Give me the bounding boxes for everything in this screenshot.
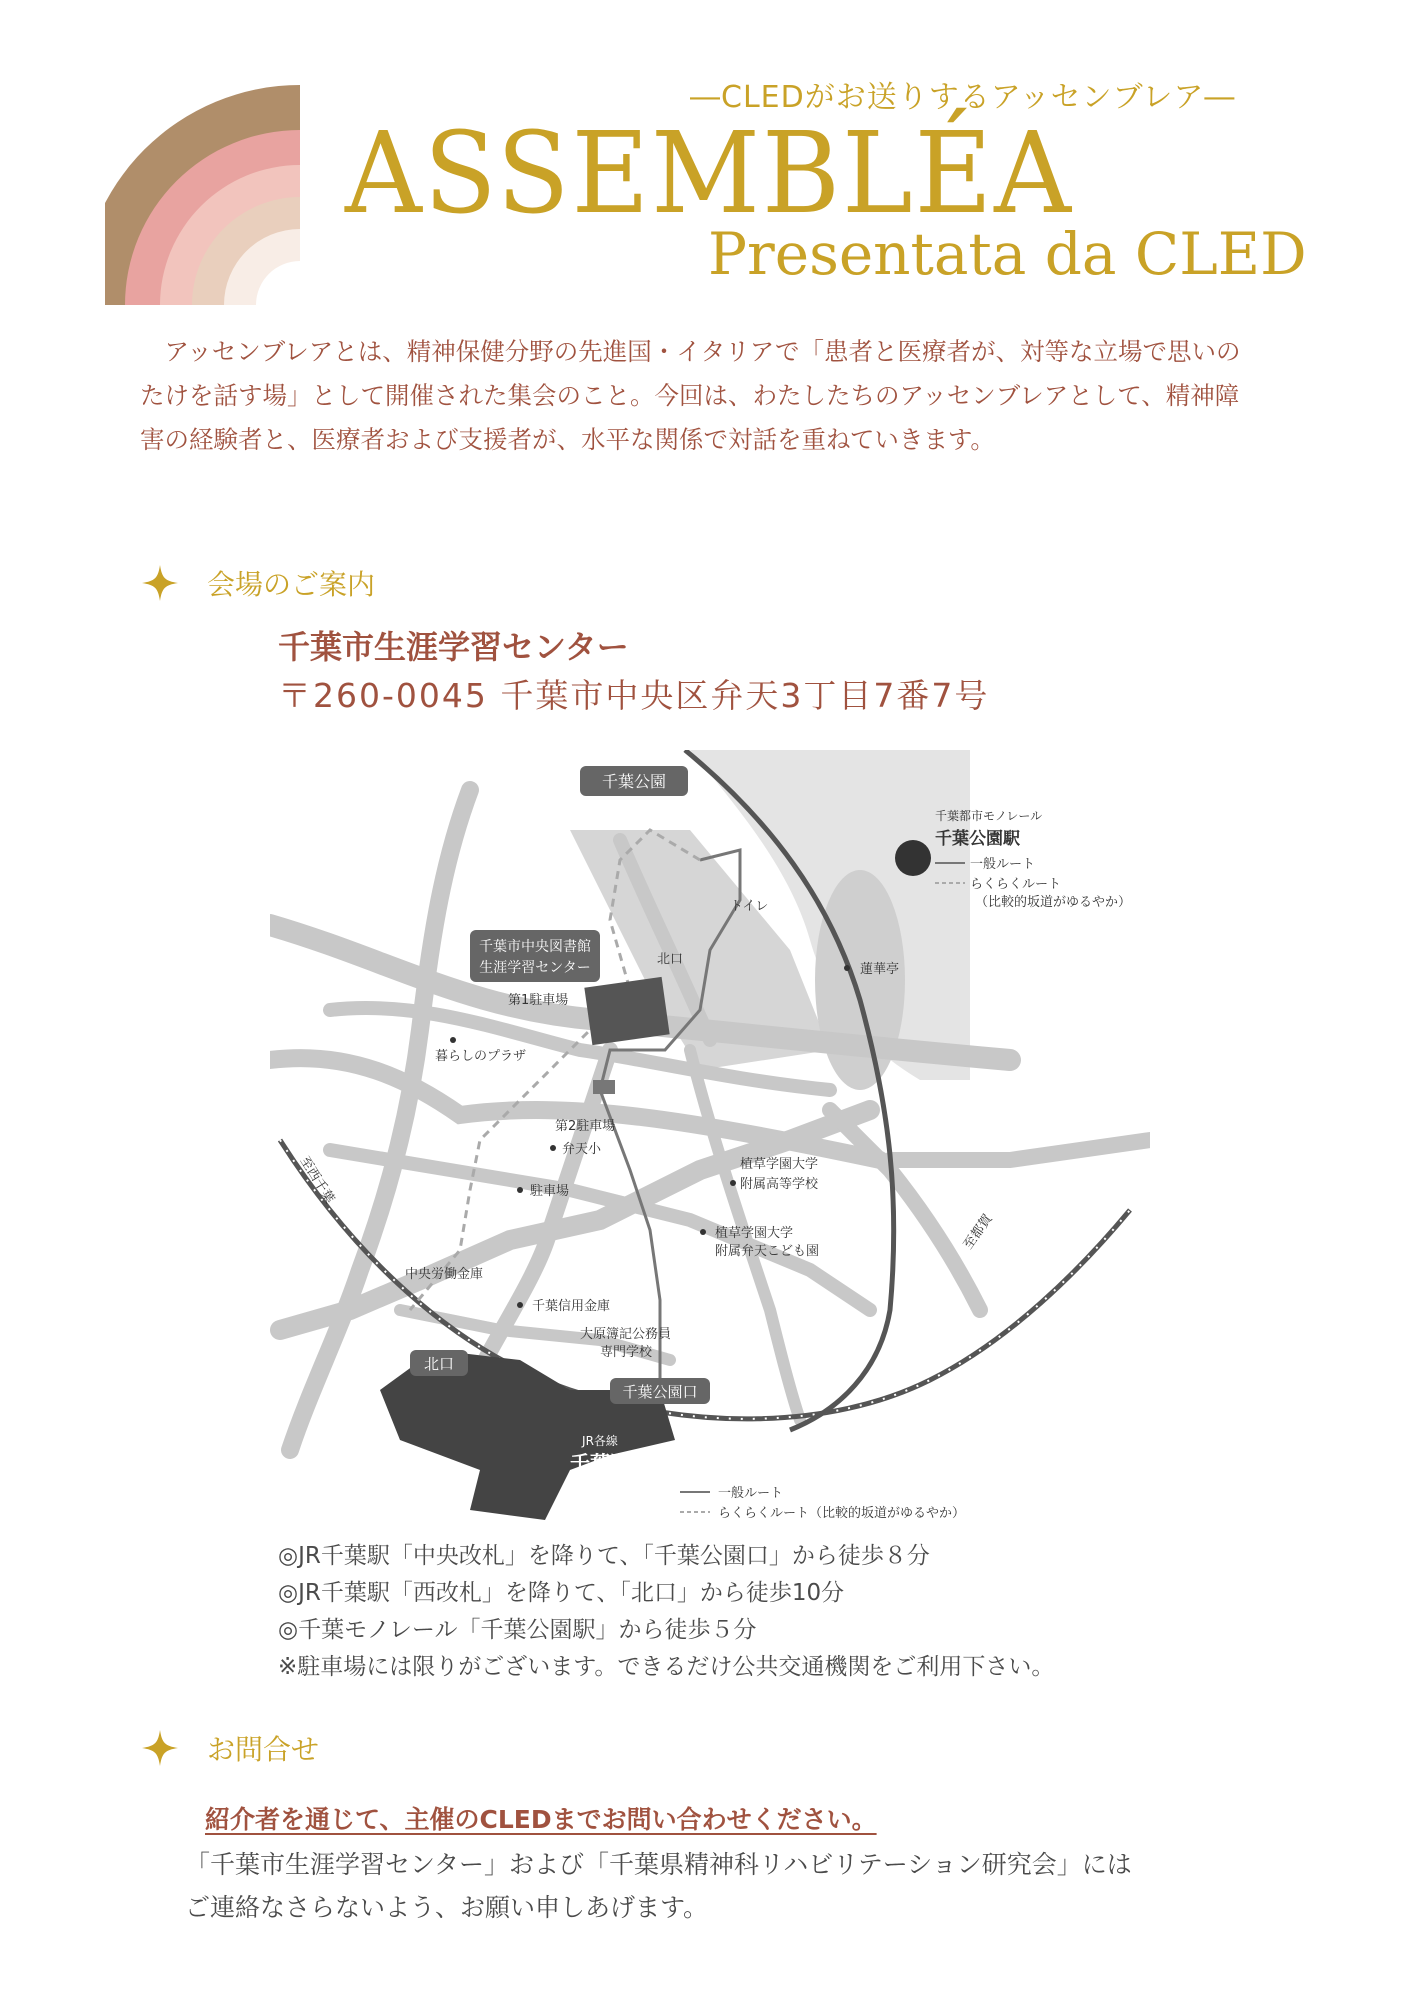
intro-paragraph bbox=[140, 330, 1250, 462]
map-label-shokuso-k-2: 附属弁天こども園 bbox=[715, 1244, 820, 1259]
contact-body bbox=[185, 1843, 1285, 1929]
map-label-to-tsuga: 至都賀 bbox=[960, 1211, 996, 1253]
map-label-jr-lines: JR各線 bbox=[582, 1434, 618, 1448]
map-legend-general-top: 一般ルート bbox=[970, 857, 1036, 872]
map-label-shokuso-hs-1: 植草学園大学 bbox=[740, 1157, 819, 1172]
access-line: ◎JR千葉駅「西改札」を降りて、「北口」から徒歩10分 bbox=[278, 1580, 845, 1606]
page-title: ASSEMBLÉA bbox=[345, 109, 1073, 239]
map-label-park-exit: 千葉公園口 bbox=[622, 1383, 698, 1401]
contact-heading: お問合せ bbox=[207, 1733, 320, 1766]
map-label-center: 生涯学習センター bbox=[479, 960, 591, 976]
map-label-parking2: 第2駐車場 bbox=[555, 1119, 616, 1134]
access-line: ※駐車場には限りがございます。できるだけ公共交通機関をご利用下さい。 bbox=[278, 1654, 1055, 1680]
intro-text: アッセンブレアとは、精神保健分野の先進国・イタリアで「患者と医療者が、対等な立場で思いのたけを話す場」として開催された集会のこと。今回は、わたしたちのアッセンブレアとして、精神障害の経験者と、医療者および支援者が、水平な関係で対話を重ねていきます。 bbox=[140, 337, 1241, 454]
rainbow-decoration bbox=[105, 70, 300, 305]
map-label-monorail-station: 千葉公園駅 bbox=[935, 829, 1020, 849]
sparkle-icon bbox=[142, 565, 178, 601]
map-label-library: 千葉市中央図書館 bbox=[479, 939, 591, 955]
contact-lead: 紹介者を通じて、主催のCLEDまでお問い合わせください。 bbox=[205, 1805, 877, 1834]
map-legend-easy-top: らくらくルート bbox=[970, 877, 1062, 892]
map-label-parking: 駐車場 bbox=[530, 1184, 570, 1199]
map-legend-easy-bottom: らくらくルート（比較的坂道がゆるやか） bbox=[718, 1506, 966, 1521]
map-label-north-exit-bldg: 北口 bbox=[657, 952, 684, 967]
access-line: ◎千葉モノレール「千葉公園駅」から徒歩５分 bbox=[278, 1617, 757, 1643]
map-label-north-exit-box: 北口 bbox=[423, 1355, 455, 1373]
map-label-roukin: 中央労働金庫 bbox=[405, 1267, 484, 1282]
contact-body-line: ご連絡なさらないよう、お願い申しあげます。 bbox=[185, 1893, 709, 1922]
map-label-monorail-line: 千葉都市モノレール bbox=[935, 809, 1043, 823]
map-label-to-nishichiba: 至西千葉 bbox=[296, 1154, 337, 1207]
map-legend-easy-note-top: （比較的坂道がゆるやか） bbox=[975, 895, 1132, 910]
monorail-station-marker bbox=[895, 840, 931, 876]
road bbox=[830, 1110, 980, 1310]
map-label-ohara-1: 大原簿記公務員 bbox=[580, 1327, 672, 1342]
map-label-bentensho: 弁天小 bbox=[562, 1142, 602, 1157]
access-line: ◎JR千葉駅「中央改札」を降りて、「千葉公園口」から徒歩８分 bbox=[278, 1543, 930, 1569]
library-building bbox=[584, 977, 669, 1045]
map-label-parking1: 第1駐車場 bbox=[508, 993, 569, 1008]
map-legend-general-bottom: 一般ルート bbox=[718, 1486, 784, 1501]
map-label-shokuso-k-1: 植草学園大学 bbox=[715, 1226, 794, 1241]
access-directions bbox=[278, 1538, 1054, 1686]
header-tagline: ―CLEDがお送りするアッセンブレア― bbox=[690, 80, 1236, 115]
access-map bbox=[270, 750, 1150, 1530]
map-label-park: 千葉公園 bbox=[601, 772, 667, 791]
map-label-renge: 蓮華亭 bbox=[860, 962, 900, 977]
map-label-shinkin: 千葉信用金庫 bbox=[532, 1299, 611, 1314]
map-label-kurashi: 暮らしのプラザ bbox=[435, 1049, 527, 1064]
road bbox=[890, 1140, 1150, 1160]
road bbox=[480, 1050, 610, 1370]
sparkle-icon bbox=[142, 1730, 178, 1766]
map-label-ohara-2: 専門学校 bbox=[600, 1345, 653, 1360]
contact-body-line: 「千葉市生涯学習センター」および「千葉県精神科リハビリテーション研究会」には bbox=[185, 1850, 1132, 1879]
map-label-chiba-station: 千葉駅 bbox=[570, 1451, 630, 1475]
map-label-shokuso-hs-2: 附属高等学校 bbox=[740, 1177, 819, 1192]
page-subtitle: Presentata da CLED bbox=[708, 220, 1307, 288]
venue-address: 〒260-0045 千葉市中央区弁天3丁目7番7号 bbox=[278, 676, 990, 715]
venue-name: 千葉市生涯学習センター bbox=[278, 628, 629, 666]
parking2-lot bbox=[593, 1080, 615, 1094]
map-label-toilet: トイレ bbox=[730, 899, 769, 914]
venue-heading: 会場のご案内 bbox=[207, 568, 376, 601]
